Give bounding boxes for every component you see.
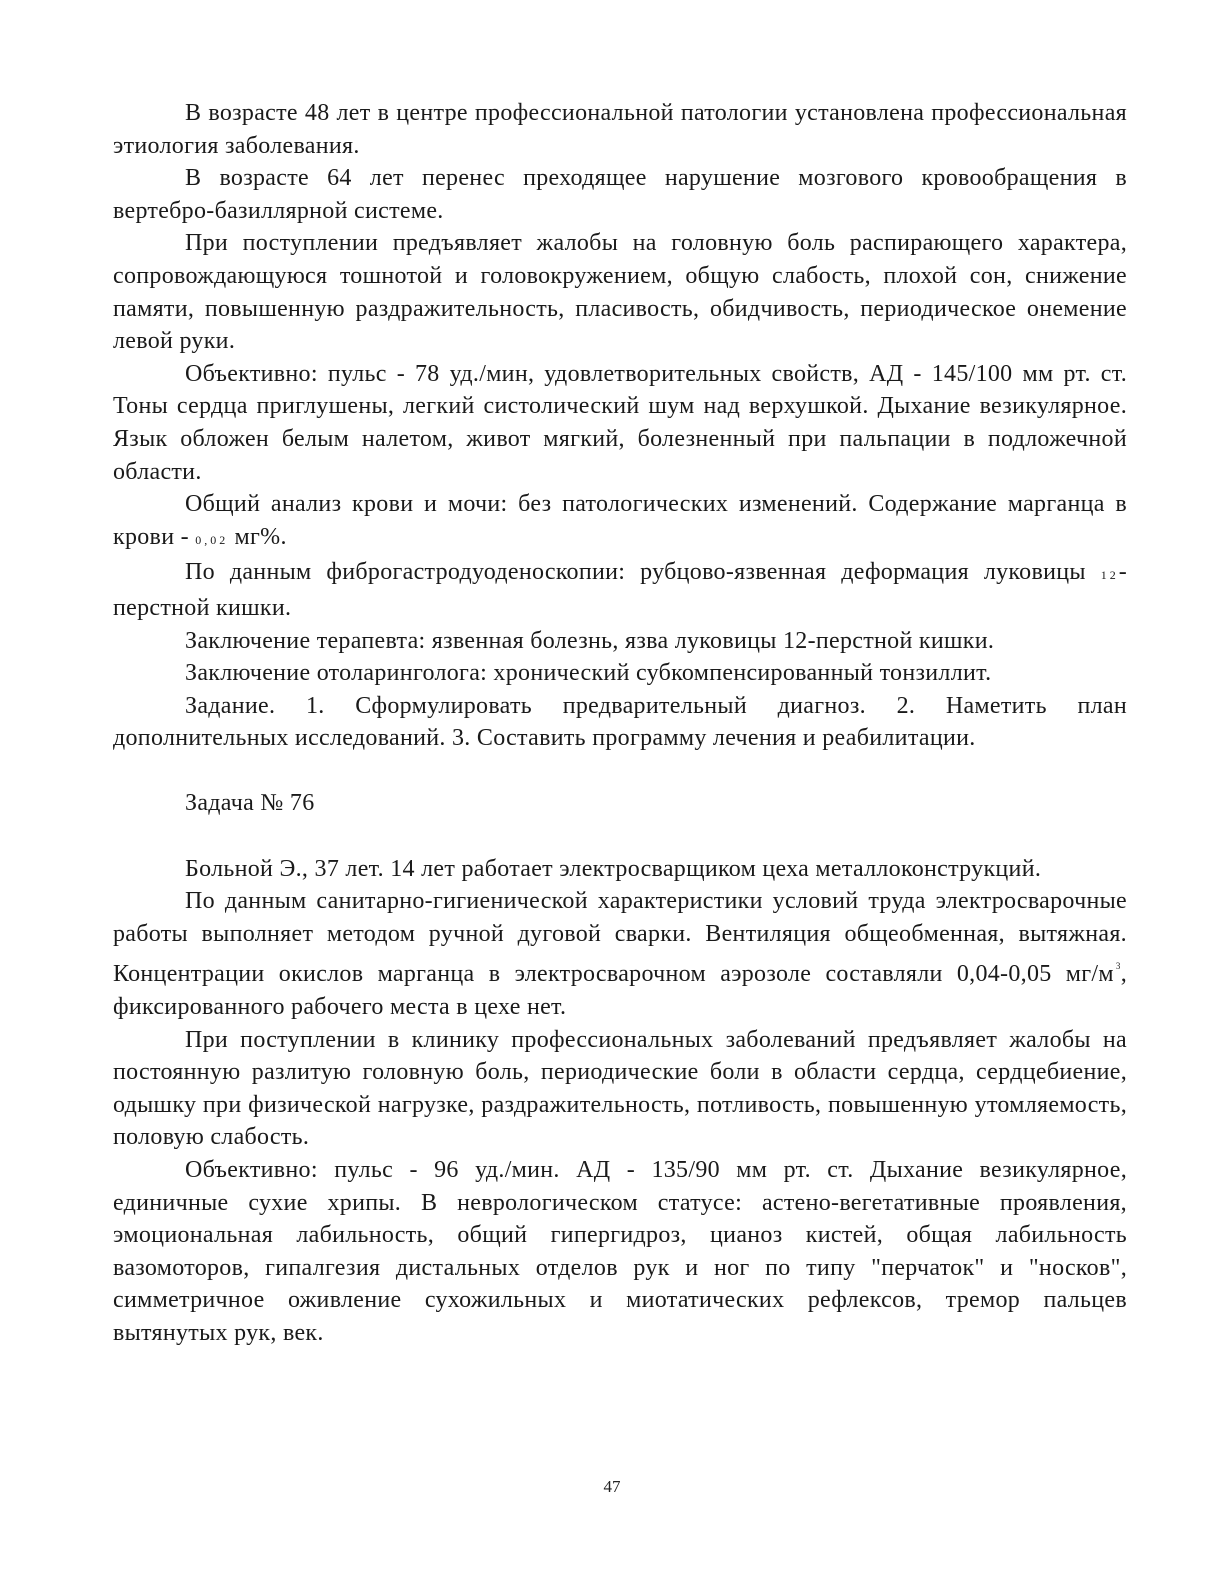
blood-analysis-text: Общий анализ крови и мочи: без патологических изменений. Содержание марганца в крови - xyxy=(113,491,1127,550)
document-page xyxy=(113,97,1127,1350)
spacer xyxy=(113,820,1127,853)
fgds-number: 12 xyxy=(1100,568,1119,583)
paragraph-occupational-etiology: В возрасте 48 лет в центре профессиональной патологии установлена профессиональная этиология заболевания. xyxy=(113,100,1127,159)
blood-manganese-value: 0,02 xyxy=(195,532,229,547)
fgds-text: По данным фиброгастродуоденоскопии: рубцово-язвенная деформация луковицы xyxy=(185,559,1101,586)
paragraph-hygiene-characteristics xyxy=(113,885,1127,1023)
page-number: 47 xyxy=(603,1477,621,1496)
paragraph-complaints: При поступлении предъявляет жалобы на головную боль распирающего характера, сопровождающуюся тошнотой и головокружением, общую слабость, плохой сон, снижение памяти, повышенную раздражительность, пласивость, обидчивость, периодическое онемение левой руки. xyxy=(113,230,1127,355)
hygiene-text: По данным санитарно-гигиенической характеристики условий труда электросварочные работы выполняет методом ручной дуговой сварки. Вентиляция общеобменная, вытяжная. Концентрации окислов марганца в электросварочном аэрозоле составляли 0,04-0,05 мг/м xyxy=(113,888,1127,988)
paragraph-objective-exam: Объективно: пульс - 78 уд./мин, удовлетворительных свойств, АД - 145/100 мм рт. ст. Тоны сердца приглушены, легкий систолический шум над верхушкой. Дыхание везикулярное. Язык обложен белым налетом, живот мягкий, болезненный при пальпации в подложечной области. xyxy=(113,360,1127,485)
paragraph-circulation-disorder: В возрасте 64 лет перенес преходящее нарушение мозгового кровообращения в вертебро-базиллярной системе. xyxy=(113,165,1127,224)
paragraph-fgds xyxy=(113,556,1127,624)
task-title: Задача № 76 xyxy=(185,790,315,817)
hygiene-text-end: , фиксированного рабочего места в цехе нет. xyxy=(113,961,1127,1021)
paragraph-assignment: Задание. 1. Сформулировать предварительный диагноз. 2. Наметить план дополнительных исследований. 3. Составить программу лечения и реабилитации. xyxy=(113,692,1127,752)
paragraph-ent-conclusion: Заключение отоларинголога: хронический субкомпенсированный тонзиллит. xyxy=(185,660,992,687)
paragraph-therapist-conclusion: Заключение терапевта: язвенная болезнь, язва луковицы 12-перстной кишки. xyxy=(185,627,995,654)
paragraph-objective-neuro: Объективно: пульс - 96 уд./мин. АД - 135/90 мм рт. ст. Дыхание везикулярное, единичные сухие хрипы. В неврологическом статусе: астено-вегетативные проявления, эмоциональная лабильность, общий гипергидроз, цианоз кистей, общая лабильность вазомоторов, гипалгезия дистальных отделов рук и ног по типу "перчаток" и "носков", симметричное оживление сухожильных и миотатических рефлексов, тремор пальцев вытянутых рук, век. xyxy=(113,1157,1127,1346)
fgds-text-end: -перстной кишки. xyxy=(113,559,1127,621)
paragraph-patient-intro: Больной Э., 37 лет. 14 лет работает электросварщиком цеха металлоконструкций. xyxy=(185,855,1042,882)
paragraph-admission-complaints: При поступлении в клинику профессиональных заболеваний предъявляет жалобы на постоянную разлитую головную боль, периодические боли в области сердца, сердцебиение, одышку при физической нагрузке, раздражительность, потливость, повышенную утомляемость, половую слабость. xyxy=(113,1026,1127,1151)
paragraph-blood-analysis xyxy=(113,488,1127,556)
spacer xyxy=(113,755,1127,788)
cubic-superscript: 3 xyxy=(1115,961,1121,972)
blood-analysis-unit: мг%. xyxy=(228,523,287,550)
